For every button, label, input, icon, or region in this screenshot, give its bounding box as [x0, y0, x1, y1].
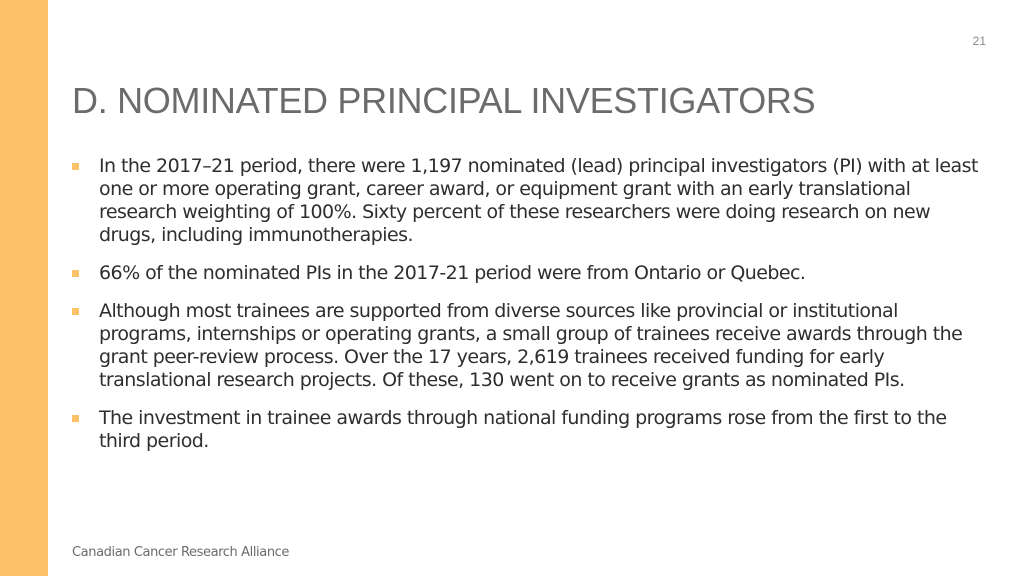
square-bullet-icon: [72, 308, 79, 315]
square-bullet-icon: [72, 270, 79, 277]
bullet-text: The investment in trainee awards through national funding programs rose from the first to the third period.: [99, 407, 947, 452]
bullet-item: [72, 155, 987, 247]
bullet-item: [72, 407, 987, 453]
slide-title: D. NOMINATED PRINCIPAL INVESTIGATORS: [72, 80, 816, 121]
bullet-text: In the 2017–21 period, there were 1,197 nominated (lead) principal investigators (PI) with at least one or more operating grant, career award, or equipment grant with an early translational research weighting of 100%. Sixty percent of these researchers were doing research on new drugs, including immunotherapies.: [99, 155, 978, 246]
accent-bar: [0, 0, 48, 576]
bullet-item: [72, 262, 987, 285]
bullet-text: 66% of the nominated PIs in the 2017-21 period were from Ontario or Quebec.: [99, 262, 806, 284]
bullet-list: [72, 155, 987, 468]
footer-organization: Canadian Cancer Research Alliance: [72, 545, 289, 560]
page-number: 21: [972, 34, 986, 48]
square-bullet-icon: [72, 415, 79, 422]
bullet-item: [72, 300, 987, 392]
bullet-text: Although most trainees are supported from diverse sources like provincial or institutional programs, internships or operating grants, a small group of trainees receive awards through the grant peer-review process. Over the 17 years, 2,619 trainees received funding for early translational research projects. Of these, 130 went on to receive grants as nominated PIs.: [99, 300, 963, 391]
square-bullet-icon: [72, 163, 79, 170]
